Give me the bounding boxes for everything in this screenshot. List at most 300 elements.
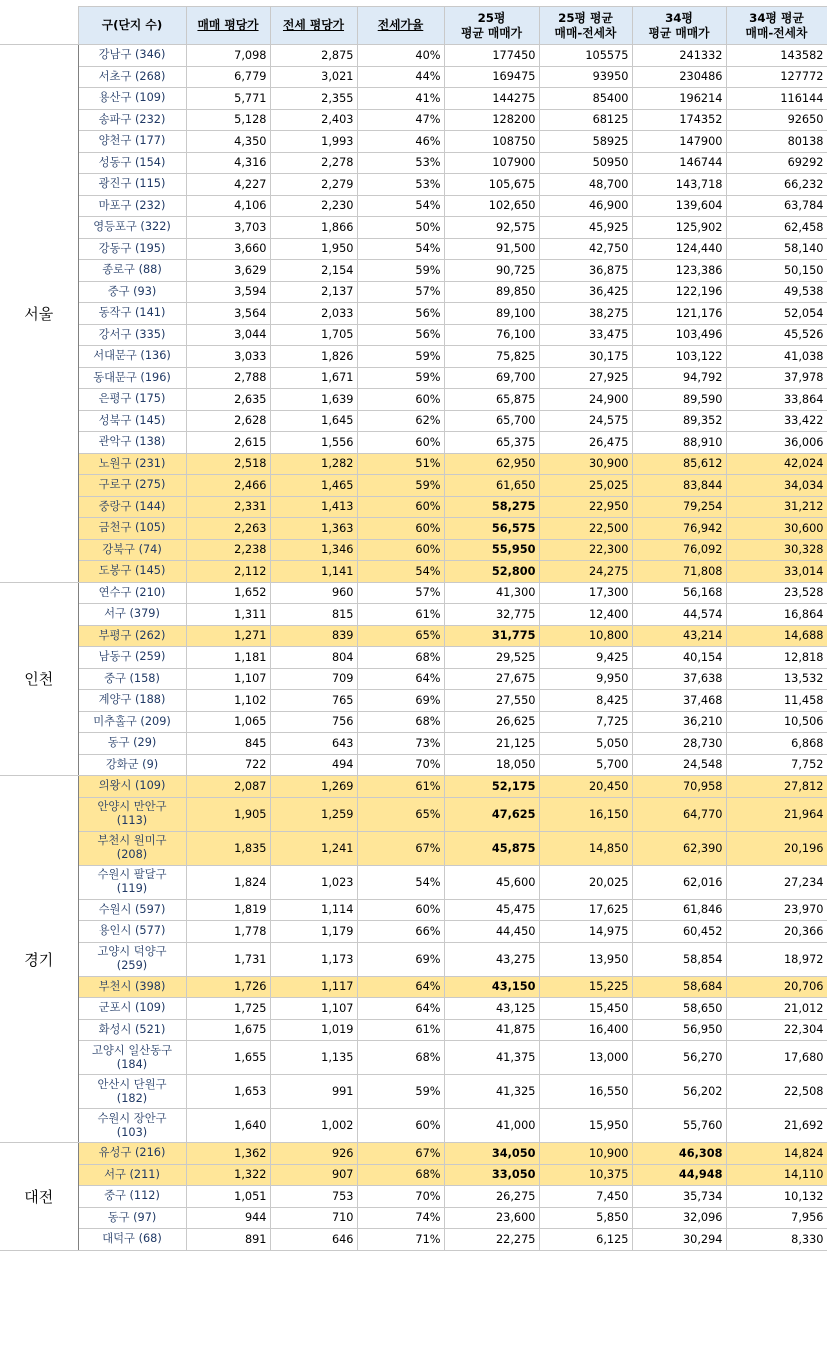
district-name-cell[interactable]: 부천시 원미구 (208): [78, 831, 186, 865]
district-name-cell[interactable]: 연수구 (210): [78, 582, 186, 604]
header-sale-per-pyeong[interactable]: 매매 평당가: [186, 7, 270, 45]
34py-gap-cell[interactable]: 27,234: [726, 865, 827, 899]
jeonse-per-pyeong-cell[interactable]: 1,950: [270, 238, 357, 260]
34py-sale-cell[interactable]: 139,604: [632, 195, 726, 217]
sale-per-pyeong-cell[interactable]: 4,350: [186, 131, 270, 153]
25py-gap-cell[interactable]: 27,925: [539, 367, 632, 389]
jeonse-ratio-cell[interactable]: 67%: [357, 831, 444, 865]
district-name-cell[interactable]: 강동구 (195): [78, 238, 186, 260]
25py-gap-cell[interactable]: 46,900: [539, 195, 632, 217]
sale-per-pyeong-cell[interactable]: 1,653: [186, 1075, 270, 1109]
jeonse-per-pyeong-cell[interactable]: 2,355: [270, 88, 357, 110]
34py-gap-cell[interactable]: 30,328: [726, 539, 827, 561]
25py-gap-cell[interactable]: 17,625: [539, 899, 632, 921]
jeonse-ratio-cell[interactable]: 56%: [357, 303, 444, 325]
25py-sale-cell[interactable]: 177450: [444, 45, 539, 67]
sale-per-pyeong-cell[interactable]: 5,128: [186, 109, 270, 131]
sale-per-pyeong-cell[interactable]: 7,098: [186, 45, 270, 67]
jeonse-per-pyeong-cell[interactable]: 1,173: [270, 942, 357, 976]
25py-sale-cell[interactable]: 21,125: [444, 733, 539, 755]
jeonse-per-pyeong-cell[interactable]: 2,278: [270, 152, 357, 174]
34py-sale-cell[interactable]: 143,718: [632, 174, 726, 196]
34py-gap-cell[interactable]: 14,824: [726, 1143, 827, 1165]
jeonse-ratio-cell[interactable]: 70%: [357, 1186, 444, 1208]
jeonse-ratio-cell[interactable]: 56%: [357, 324, 444, 346]
sale-per-pyeong-cell[interactable]: 2,331: [186, 496, 270, 518]
34py-sale-cell[interactable]: 56,950: [632, 1019, 726, 1041]
25py-sale-cell[interactable]: 102,650: [444, 195, 539, 217]
district-name-cell[interactable]: 부평구 (262): [78, 625, 186, 647]
jeonse-per-pyeong-cell[interactable]: 2,137: [270, 281, 357, 303]
25py-sale-cell[interactable]: 75,825: [444, 346, 539, 368]
district-name-cell[interactable]: 미추홀구 (209): [78, 711, 186, 733]
jeonse-per-pyeong-cell[interactable]: 839: [270, 625, 357, 647]
district-name-cell[interactable]: 영등포구 (322): [78, 217, 186, 239]
district-name-cell[interactable]: 성동구 (154): [78, 152, 186, 174]
34py-sale-cell[interactable]: 64,770: [632, 797, 726, 831]
34py-sale-cell[interactable]: 76,942: [632, 518, 726, 540]
25py-sale-cell[interactable]: 55,950: [444, 539, 539, 561]
jeonse-per-pyeong-cell[interactable]: 753: [270, 1186, 357, 1208]
25py-sale-cell[interactable]: 61,650: [444, 475, 539, 497]
25py-gap-cell[interactable]: 22,950: [539, 496, 632, 518]
34py-sale-cell[interactable]: 46,308: [632, 1143, 726, 1165]
sale-per-pyeong-cell[interactable]: 1,819: [186, 899, 270, 921]
34py-gap-cell[interactable]: 17,680: [726, 1041, 827, 1075]
34py-gap-cell[interactable]: 23,528: [726, 582, 827, 604]
34py-gap-cell[interactable]: 21,692: [726, 1109, 827, 1143]
jeonse-per-pyeong-cell[interactable]: 1,645: [270, 410, 357, 432]
district-name-cell[interactable]: 대덕구 (68): [78, 1229, 186, 1251]
jeonse-per-pyeong-cell[interactable]: 1,107: [270, 998, 357, 1020]
jeonse-ratio-cell[interactable]: 61%: [357, 604, 444, 626]
34py-sale-cell[interactable]: 124,440: [632, 238, 726, 260]
jeonse-per-pyeong-cell[interactable]: 1,241: [270, 831, 357, 865]
header-34py-gap[interactable]: 34평 평균 매매-전세차: [726, 7, 827, 45]
sale-per-pyeong-cell[interactable]: 1,322: [186, 1164, 270, 1186]
25py-sale-cell[interactable]: 128200: [444, 109, 539, 131]
34py-sale-cell[interactable]: 103,122: [632, 346, 726, 368]
34py-gap-cell[interactable]: 20,196: [726, 831, 827, 865]
25py-gap-cell[interactable]: 36,875: [539, 260, 632, 282]
jeonse-per-pyeong-cell[interactable]: 1,413: [270, 496, 357, 518]
district-name-cell[interactable]: 마포구 (232): [78, 195, 186, 217]
25py-gap-cell[interactable]: 5,050: [539, 733, 632, 755]
jeonse-ratio-cell[interactable]: 44%: [357, 66, 444, 88]
25py-sale-cell[interactable]: 105,675: [444, 174, 539, 196]
25py-gap-cell[interactable]: 85400: [539, 88, 632, 110]
25py-gap-cell[interactable]: 68125: [539, 109, 632, 131]
sale-per-pyeong-cell[interactable]: 2,466: [186, 475, 270, 497]
jeonse-ratio-cell[interactable]: 47%: [357, 109, 444, 131]
sale-per-pyeong-cell[interactable]: 1,362: [186, 1143, 270, 1165]
sale-per-pyeong-cell[interactable]: 1,824: [186, 865, 270, 899]
jeonse-ratio-cell[interactable]: 65%: [357, 797, 444, 831]
34py-gap-cell[interactable]: 69292: [726, 152, 827, 174]
34py-sale-cell[interactable]: 35,734: [632, 1186, 726, 1208]
34py-gap-cell[interactable]: 27,812: [726, 776, 827, 798]
sale-per-pyeong-cell[interactable]: 1,675: [186, 1019, 270, 1041]
34py-sale-cell[interactable]: 70,958: [632, 776, 726, 798]
25py-gap-cell[interactable]: 105575: [539, 45, 632, 67]
district-name-cell[interactable]: 강남구 (346): [78, 45, 186, 67]
25py-sale-cell[interactable]: 27,675: [444, 668, 539, 690]
25py-gap-cell[interactable]: 13,000: [539, 1041, 632, 1075]
34py-sale-cell[interactable]: 60,452: [632, 921, 726, 943]
sale-per-pyeong-cell[interactable]: 891: [186, 1229, 270, 1251]
sale-per-pyeong-cell[interactable]: 3,044: [186, 324, 270, 346]
jeonse-per-pyeong-cell[interactable]: 1,114: [270, 899, 357, 921]
34py-gap-cell[interactable]: 37,978: [726, 367, 827, 389]
district-name-cell[interactable]: 부천시 (398): [78, 976, 186, 998]
34py-gap-cell[interactable]: 49,538: [726, 281, 827, 303]
district-name-cell[interactable]: 금천구 (105): [78, 518, 186, 540]
34py-sale-cell[interactable]: 44,948: [632, 1164, 726, 1186]
25py-gap-cell[interactable]: 7,725: [539, 711, 632, 733]
25py-sale-cell[interactable]: 92,575: [444, 217, 539, 239]
34py-gap-cell[interactable]: 33,864: [726, 389, 827, 411]
district-name-cell[interactable]: 의왕시 (109): [78, 776, 186, 798]
25py-gap-cell[interactable]: 12,400: [539, 604, 632, 626]
25py-sale-cell[interactable]: 41,875: [444, 1019, 539, 1041]
34py-gap-cell[interactable]: 58,140: [726, 238, 827, 260]
jeonse-per-pyeong-cell[interactable]: 907: [270, 1164, 357, 1186]
jeonse-per-pyeong-cell[interactable]: 1,135: [270, 1041, 357, 1075]
25py-gap-cell[interactable]: 58925: [539, 131, 632, 153]
jeonse-per-pyeong-cell[interactable]: 709: [270, 668, 357, 690]
34py-gap-cell[interactable]: 33,422: [726, 410, 827, 432]
34py-gap-cell[interactable]: 18,972: [726, 942, 827, 976]
region-label[interactable]: 인천: [0, 582, 78, 776]
25py-sale-cell[interactable]: 56,575: [444, 518, 539, 540]
34py-gap-cell[interactable]: 11,458: [726, 690, 827, 712]
jeonse-per-pyeong-cell[interactable]: 1,019: [270, 1019, 357, 1041]
district-name-cell[interactable]: 동구 (29): [78, 733, 186, 755]
district-name-cell[interactable]: 광진구 (115): [78, 174, 186, 196]
25py-gap-cell[interactable]: 42,750: [539, 238, 632, 260]
sale-per-pyeong-cell[interactable]: 1,102: [186, 690, 270, 712]
25py-gap-cell[interactable]: 30,175: [539, 346, 632, 368]
sale-per-pyeong-cell[interactable]: 3,703: [186, 217, 270, 239]
sale-per-pyeong-cell[interactable]: 1,655: [186, 1041, 270, 1075]
district-name-cell[interactable]: 고양시 일산동구 (184): [78, 1041, 186, 1075]
jeonse-ratio-cell[interactable]: 69%: [357, 942, 444, 976]
34py-sale-cell[interactable]: 44,574: [632, 604, 726, 626]
district-name-cell[interactable]: 안산시 단원구 (182): [78, 1075, 186, 1109]
25py-sale-cell[interactable]: 90,725: [444, 260, 539, 282]
34py-gap-cell[interactable]: 22,304: [726, 1019, 827, 1041]
sale-per-pyeong-cell[interactable]: 3,660: [186, 238, 270, 260]
district-name-cell[interactable]: 수원시 팔달구 (119): [78, 865, 186, 899]
25py-gap-cell[interactable]: 7,450: [539, 1186, 632, 1208]
jeonse-ratio-cell[interactable]: 68%: [357, 711, 444, 733]
34py-gap-cell[interactable]: 8,330: [726, 1229, 827, 1251]
34py-sale-cell[interactable]: 125,902: [632, 217, 726, 239]
jeonse-ratio-cell[interactable]: 61%: [357, 776, 444, 798]
34py-gap-cell[interactable]: 6,868: [726, 733, 827, 755]
district-name-cell[interactable]: 종로구 (88): [78, 260, 186, 282]
25py-gap-cell[interactable]: 14,850: [539, 831, 632, 865]
jeonse-ratio-cell[interactable]: 57%: [357, 281, 444, 303]
34py-sale-cell[interactable]: 56,202: [632, 1075, 726, 1109]
34py-sale-cell[interactable]: 94,792: [632, 367, 726, 389]
jeonse-ratio-cell[interactable]: 61%: [357, 1019, 444, 1041]
sale-per-pyeong-cell[interactable]: 722: [186, 754, 270, 776]
34py-sale-cell[interactable]: 30,294: [632, 1229, 726, 1251]
jeonse-per-pyeong-cell[interactable]: 1,269: [270, 776, 357, 798]
25py-sale-cell[interactable]: 65,375: [444, 432, 539, 454]
district-name-cell[interactable]: 성북구 (145): [78, 410, 186, 432]
34py-gap-cell[interactable]: 13,532: [726, 668, 827, 690]
34py-sale-cell[interactable]: 89,352: [632, 410, 726, 432]
34py-gap-cell[interactable]: 34,034: [726, 475, 827, 497]
jeonse-ratio-cell[interactable]: 65%: [357, 625, 444, 647]
25py-gap-cell[interactable]: 15,950: [539, 1109, 632, 1143]
25py-gap-cell[interactable]: 38,275: [539, 303, 632, 325]
34py-gap-cell[interactable]: 23,970: [726, 899, 827, 921]
25py-gap-cell[interactable]: 9,425: [539, 647, 632, 669]
25py-gap-cell[interactable]: 10,375: [539, 1164, 632, 1186]
district-name-cell[interactable]: 수원시 장안구 (103): [78, 1109, 186, 1143]
district-name-cell[interactable]: 군포시 (109): [78, 998, 186, 1020]
jeonse-per-pyeong-cell[interactable]: 1,363: [270, 518, 357, 540]
sale-per-pyeong-cell[interactable]: 2,238: [186, 539, 270, 561]
25py-gap-cell[interactable]: 30,900: [539, 453, 632, 475]
jeonse-ratio-cell[interactable]: 50%: [357, 217, 444, 239]
34py-gap-cell[interactable]: 7,956: [726, 1207, 827, 1229]
jeonse-ratio-cell[interactable]: 57%: [357, 582, 444, 604]
jeonse-per-pyeong-cell[interactable]: 1,705: [270, 324, 357, 346]
34py-gap-cell[interactable]: 20,706: [726, 976, 827, 998]
jeonse-per-pyeong-cell[interactable]: 2,033: [270, 303, 357, 325]
25py-sale-cell[interactable]: 69,700: [444, 367, 539, 389]
25py-gap-cell[interactable]: 6,125: [539, 1229, 632, 1251]
25py-sale-cell[interactable]: 45,875: [444, 831, 539, 865]
sale-per-pyeong-cell[interactable]: 1,181: [186, 647, 270, 669]
jeonse-per-pyeong-cell[interactable]: 2,875: [270, 45, 357, 67]
jeonse-per-pyeong-cell[interactable]: 756: [270, 711, 357, 733]
34py-gap-cell[interactable]: 62,458: [726, 217, 827, 239]
jeonse-ratio-cell[interactable]: 40%: [357, 45, 444, 67]
jeonse-per-pyeong-cell[interactable]: 1,002: [270, 1109, 357, 1143]
sale-per-pyeong-cell[interactable]: 2,263: [186, 518, 270, 540]
34py-sale-cell[interactable]: 36,210: [632, 711, 726, 733]
jeonse-per-pyeong-cell[interactable]: 1,993: [270, 131, 357, 153]
jeonse-ratio-cell[interactable]: 59%: [357, 367, 444, 389]
jeonse-per-pyeong-cell[interactable]: 1,141: [270, 561, 357, 583]
34py-sale-cell[interactable]: 24,548: [632, 754, 726, 776]
district-name-cell[interactable]: 중구 (112): [78, 1186, 186, 1208]
25py-gap-cell[interactable]: 14,975: [539, 921, 632, 943]
25py-gap-cell[interactable]: 5,850: [539, 1207, 632, 1229]
district-name-cell[interactable]: 수원시 (597): [78, 899, 186, 921]
25py-sale-cell[interactable]: 52,175: [444, 776, 539, 798]
25py-gap-cell[interactable]: 48,700: [539, 174, 632, 196]
jeonse-ratio-cell[interactable]: 64%: [357, 998, 444, 1020]
jeonse-per-pyeong-cell[interactable]: 1,023: [270, 865, 357, 899]
34py-gap-cell[interactable]: 80138: [726, 131, 827, 153]
25py-sale-cell[interactable]: 45,475: [444, 899, 539, 921]
34py-gap-cell[interactable]: 14,110: [726, 1164, 827, 1186]
25py-gap-cell[interactable]: 24,900: [539, 389, 632, 411]
jeonse-per-pyeong-cell[interactable]: 815: [270, 604, 357, 626]
jeonse-per-pyeong-cell[interactable]: 991: [270, 1075, 357, 1109]
25py-sale-cell[interactable]: 31,775: [444, 625, 539, 647]
34py-sale-cell[interactable]: 146744: [632, 152, 726, 174]
jeonse-per-pyeong-cell[interactable]: 960: [270, 582, 357, 604]
25py-gap-cell[interactable]: 8,425: [539, 690, 632, 712]
jeonse-per-pyeong-cell[interactable]: 1,259: [270, 797, 357, 831]
sale-per-pyeong-cell[interactable]: 2,635: [186, 389, 270, 411]
jeonse-per-pyeong-cell[interactable]: 1,465: [270, 475, 357, 497]
25py-sale-cell[interactable]: 52,800: [444, 561, 539, 583]
34py-gap-cell[interactable]: 14,688: [726, 625, 827, 647]
jeonse-ratio-cell[interactable]: 59%: [357, 260, 444, 282]
sale-per-pyeong-cell[interactable]: 2,112: [186, 561, 270, 583]
34py-gap-cell[interactable]: 45,526: [726, 324, 827, 346]
sale-per-pyeong-cell[interactable]: 3,629: [186, 260, 270, 282]
region-label[interactable]: 경기: [0, 776, 78, 1143]
34py-sale-cell[interactable]: 61,846: [632, 899, 726, 921]
jeonse-ratio-cell[interactable]: 54%: [357, 865, 444, 899]
district-name-cell[interactable]: 고양시 덕양구 (259): [78, 942, 186, 976]
district-name-cell[interactable]: 은평구 (175): [78, 389, 186, 411]
jeonse-ratio-cell[interactable]: 66%: [357, 921, 444, 943]
jeonse-per-pyeong-cell[interactable]: 646: [270, 1229, 357, 1251]
sale-per-pyeong-cell[interactable]: 4,316: [186, 152, 270, 174]
25py-gap-cell[interactable]: 20,025: [539, 865, 632, 899]
25py-sale-cell[interactable]: 29,525: [444, 647, 539, 669]
jeonse-per-pyeong-cell[interactable]: 2,230: [270, 195, 357, 217]
34py-gap-cell[interactable]: 10,506: [726, 711, 827, 733]
34py-gap-cell[interactable]: 50,150: [726, 260, 827, 282]
25py-sale-cell[interactable]: 62,950: [444, 453, 539, 475]
sale-per-pyeong-cell[interactable]: 1,778: [186, 921, 270, 943]
25py-sale-cell[interactable]: 27,550: [444, 690, 539, 712]
25py-sale-cell[interactable]: 169475: [444, 66, 539, 88]
header-25py-sale[interactable]: 25평 평균 매매가: [444, 7, 539, 45]
jeonse-ratio-cell[interactable]: 60%: [357, 496, 444, 518]
25py-sale-cell[interactable]: 43,125: [444, 998, 539, 1020]
sale-per-pyeong-cell[interactable]: 3,033: [186, 346, 270, 368]
34py-gap-cell[interactable]: 10,132: [726, 1186, 827, 1208]
district-name-cell[interactable]: 유성구 (216): [78, 1143, 186, 1165]
34py-sale-cell[interactable]: 76,092: [632, 539, 726, 561]
sale-per-pyeong-cell[interactable]: 1,311: [186, 604, 270, 626]
34py-sale-cell[interactable]: 89,590: [632, 389, 726, 411]
25py-sale-cell[interactable]: 89,850: [444, 281, 539, 303]
34py-gap-cell[interactable]: 16,864: [726, 604, 827, 626]
25py-sale-cell[interactable]: 41,375: [444, 1041, 539, 1075]
jeonse-per-pyeong-cell[interactable]: 1,346: [270, 539, 357, 561]
25py-sale-cell[interactable]: 44,450: [444, 921, 539, 943]
34py-gap-cell[interactable]: 31,212: [726, 496, 827, 518]
25py-gap-cell[interactable]: 16,400: [539, 1019, 632, 1041]
25py-gap-cell[interactable]: 9,950: [539, 668, 632, 690]
34py-sale-cell[interactable]: 147900: [632, 131, 726, 153]
jeonse-ratio-cell[interactable]: 51%: [357, 453, 444, 475]
34py-sale-cell[interactable]: 62,016: [632, 865, 726, 899]
jeonse-per-pyeong-cell[interactable]: 1,117: [270, 976, 357, 998]
25py-gap-cell[interactable]: 22,300: [539, 539, 632, 561]
25py-gap-cell[interactable]: 22,500: [539, 518, 632, 540]
sale-per-pyeong-cell[interactable]: 944: [186, 1207, 270, 1229]
district-name-cell[interactable]: 구로구 (275): [78, 475, 186, 497]
jeonse-ratio-cell[interactable]: 54%: [357, 195, 444, 217]
jeonse-per-pyeong-cell[interactable]: 1,671: [270, 367, 357, 389]
jeonse-per-pyeong-cell[interactable]: 926: [270, 1143, 357, 1165]
sale-per-pyeong-cell[interactable]: 2,087: [186, 776, 270, 798]
jeonse-ratio-cell[interactable]: 62%: [357, 410, 444, 432]
jeonse-per-pyeong-cell[interactable]: 3,021: [270, 66, 357, 88]
district-name-cell[interactable]: 중구 (158): [78, 668, 186, 690]
header-jeonse-per-pyeong[interactable]: 전세 평당가: [270, 7, 357, 45]
25py-gap-cell[interactable]: 15,225: [539, 976, 632, 998]
34py-gap-cell[interactable]: 63,784: [726, 195, 827, 217]
25py-sale-cell[interactable]: 108750: [444, 131, 539, 153]
34py-sale-cell[interactable]: 241332: [632, 45, 726, 67]
sale-per-pyeong-cell[interactable]: 4,106: [186, 195, 270, 217]
sale-per-pyeong-cell[interactable]: 3,564: [186, 303, 270, 325]
25py-sale-cell[interactable]: 33,050: [444, 1164, 539, 1186]
sale-per-pyeong-cell[interactable]: 1,726: [186, 976, 270, 998]
34py-sale-cell[interactable]: 58,650: [632, 998, 726, 1020]
34py-gap-cell[interactable]: 127772: [726, 66, 827, 88]
jeonse-ratio-cell[interactable]: 70%: [357, 754, 444, 776]
25py-sale-cell[interactable]: 32,775: [444, 604, 539, 626]
jeonse-ratio-cell[interactable]: 60%: [357, 539, 444, 561]
jeonse-ratio-cell[interactable]: 60%: [357, 899, 444, 921]
34py-gap-cell[interactable]: 52,054: [726, 303, 827, 325]
25py-gap-cell[interactable]: 45,925: [539, 217, 632, 239]
25py-sale-cell[interactable]: 43,275: [444, 942, 539, 976]
25py-gap-cell[interactable]: 50950: [539, 152, 632, 174]
district-name-cell[interactable]: 관악구 (138): [78, 432, 186, 454]
district-name-cell[interactable]: 동작구 (141): [78, 303, 186, 325]
sale-per-pyeong-cell[interactable]: 1,051: [186, 1186, 270, 1208]
25py-gap-cell[interactable]: 10,800: [539, 625, 632, 647]
34py-sale-cell[interactable]: 85,612: [632, 453, 726, 475]
district-name-cell[interactable]: 강북구 (74): [78, 539, 186, 561]
34py-sale-cell[interactable]: 40,154: [632, 647, 726, 669]
25py-sale-cell[interactable]: 65,875: [444, 389, 539, 411]
jeonse-ratio-cell[interactable]: 53%: [357, 174, 444, 196]
25py-sale-cell[interactable]: 41,300: [444, 582, 539, 604]
district-name-cell[interactable]: 남동구 (259): [78, 647, 186, 669]
sale-per-pyeong-cell[interactable]: 5,771: [186, 88, 270, 110]
34py-sale-cell[interactable]: 58,854: [632, 942, 726, 976]
district-name-cell[interactable]: 서대문구 (136): [78, 346, 186, 368]
25py-gap-cell[interactable]: 13,950: [539, 942, 632, 976]
34py-sale-cell[interactable]: 123,386: [632, 260, 726, 282]
25py-gap-cell[interactable]: 33,475: [539, 324, 632, 346]
25py-sale-cell[interactable]: 43,150: [444, 976, 539, 998]
sale-per-pyeong-cell[interactable]: 2,518: [186, 453, 270, 475]
25py-gap-cell[interactable]: 5,700: [539, 754, 632, 776]
jeonse-ratio-cell[interactable]: 68%: [357, 647, 444, 669]
sale-per-pyeong-cell[interactable]: 4,227: [186, 174, 270, 196]
34py-gap-cell[interactable]: 41,038: [726, 346, 827, 368]
jeonse-per-pyeong-cell[interactable]: 1,556: [270, 432, 357, 454]
jeonse-per-pyeong-cell[interactable]: 494: [270, 754, 357, 776]
34py-gap-cell[interactable]: 7,752: [726, 754, 827, 776]
district-name-cell[interactable]: 동구 (97): [78, 1207, 186, 1229]
25py-gap-cell[interactable]: 36,425: [539, 281, 632, 303]
district-name-cell[interactable]: 서구 (379): [78, 604, 186, 626]
sale-per-pyeong-cell[interactable]: 1,731: [186, 942, 270, 976]
34py-sale-cell[interactable]: 79,254: [632, 496, 726, 518]
district-name-cell[interactable]: 화성시 (521): [78, 1019, 186, 1041]
